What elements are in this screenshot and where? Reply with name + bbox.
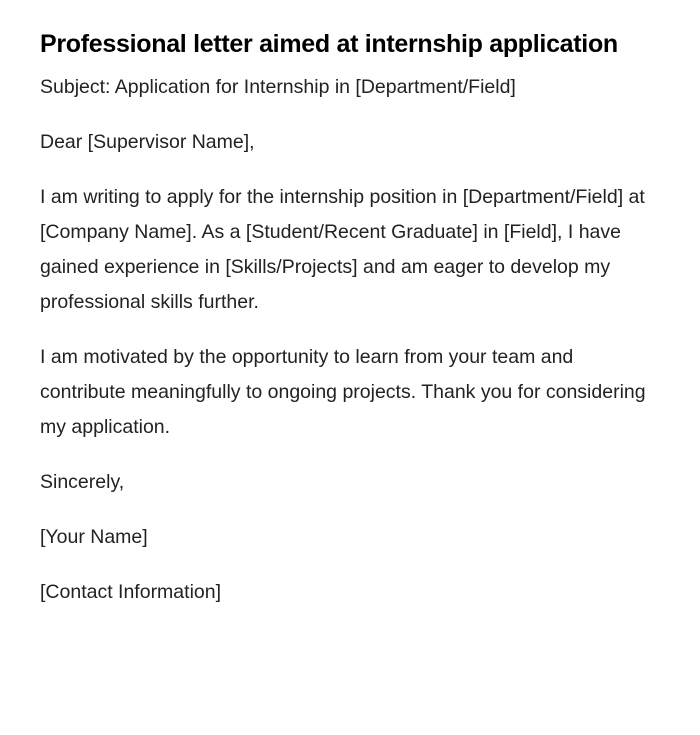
letter-document [40,22,650,630]
page-title: Professional letter aimed at internship application [40,30,618,58]
body-paragraph: I am motivated by the opportunity to learn from your team and contribute meaningfully to ongoing projects. Thank you for considering my application. [40,346,646,438]
signature-name: [Your Name] [40,526,148,548]
greeting: Dear [Supervisor Name], [40,131,255,153]
contact-info: [Contact Information] [40,581,222,603]
subject-line: Subject: Application for Internship in [Department/Field] [40,76,516,98]
body-paragraph: I am writing to apply for the internship position in [Department/Field] at [Company Name]. As a [Student/Recent Graduate] in [Field], I have gained experience in [Skills/Projects] and am eager to develop my professional skills further. [40,186,645,313]
closing: Sincerely, [40,471,125,493]
